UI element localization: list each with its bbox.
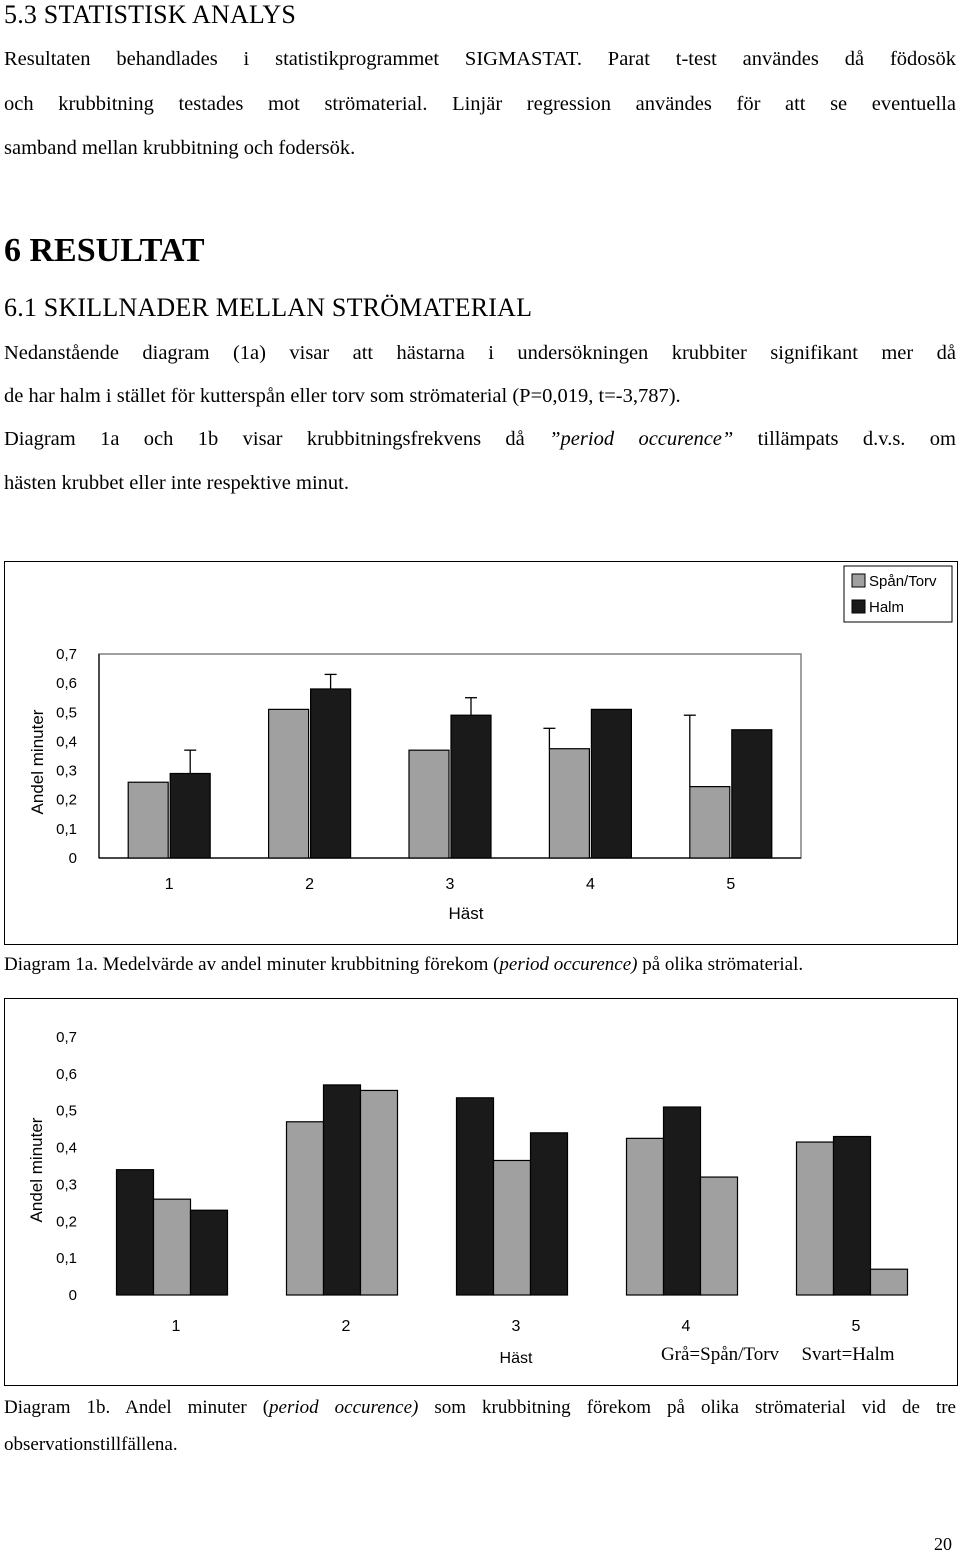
- paragraph-line: Resultaten behandlades i statistikprogrammet SIGMASTAT. Parat t-test användes då födosök: [4, 48, 956, 70]
- bar-halm: [732, 730, 772, 858]
- bar-halm: [170, 773, 210, 858]
- x-tick-label: 2: [341, 1318, 351, 1335]
- caption-diagram-1a: Diagram 1a. Medelvärde av andel minuter krubbitning förekom (period occurence) på olika strömaterial.: [4, 954, 804, 975]
- bar-span-torv: [690, 787, 730, 858]
- y-tick-label: 0,3: [56, 1176, 77, 1194]
- bar-span-torv: [128, 782, 168, 858]
- bar-span-torv: [269, 709, 309, 858]
- bar-black: [117, 1170, 154, 1295]
- x-tick-label: 5: [726, 876, 736, 893]
- y-tick-label: 0,4: [56, 733, 77, 751]
- y-tick-label: 0,4: [56, 1139, 77, 1157]
- legend-swatch: [852, 600, 865, 613]
- x-axis-label: Häst: [448, 904, 484, 923]
- y-tick-label: 0,2: [56, 1213, 77, 1231]
- y-tick-label: 0,2: [56, 791, 77, 809]
- bar-black: [664, 1107, 701, 1295]
- bar-black: [834, 1137, 871, 1295]
- x-tick-label: 4: [585, 876, 595, 893]
- y-tick-label: 0,1: [56, 1250, 77, 1268]
- chart-1a-frame: [4, 561, 958, 945]
- bar-gray: [361, 1090, 398, 1295]
- bar-halm: [591, 709, 631, 858]
- y-tick-label: 0,1: [56, 820, 77, 838]
- legend-label: Spån/Torv: [869, 573, 937, 590]
- section-heading-5-3: 5.3 STATISTISK ANALYS: [4, 0, 297, 29]
- bar-gray: [627, 1138, 664, 1295]
- legend-text-gray: Grå=Spån/Torv: [660, 1344, 780, 1365]
- y-tick-label: 0,7: [56, 1029, 77, 1046]
- x-tick-label: 2: [305, 876, 315, 893]
- bar-gray: [154, 1199, 191, 1295]
- y-tick-label: 0,3: [56, 762, 77, 780]
- bar-black: [324, 1085, 361, 1295]
- x-tick-label: 3: [445, 876, 455, 893]
- legend-text-black: Svart=Halm: [801, 1344, 895, 1365]
- bar-gray: [287, 1122, 324, 1295]
- y-tick-label: 0,6: [56, 1065, 77, 1083]
- caption-diagram-1b-line2: observationstillfällena.: [4, 1434, 178, 1455]
- bar-halm: [451, 715, 491, 858]
- y-tick-label: 0,7: [56, 646, 77, 663]
- legend-swatch: [852, 574, 865, 587]
- x-tick-label: 1: [164, 876, 174, 893]
- bar-black: [191, 1210, 228, 1295]
- x-axis-label: Häst: [499, 1350, 533, 1367]
- paragraph-line: och krubbitning testades mot strömaterial. Linjär regression användes för att se eventuella: [4, 93, 956, 115]
- bar-span-torv: [409, 750, 449, 858]
- bar-gray: [797, 1142, 834, 1295]
- y-tick-label: 0,5: [56, 1102, 77, 1120]
- legend-label: Halm: [869, 599, 905, 616]
- paragraph-line: hästen krubbet eller inte respektive minut.: [4, 472, 349, 494]
- page-number: 20: [934, 1534, 952, 1554]
- x-tick-label: 1: [171, 1318, 181, 1335]
- y-tick-label: 0,6: [56, 675, 77, 693]
- chart-1b: [5, 999, 957, 1385]
- bar-black: [531, 1133, 568, 1295]
- y-tick-label: 0: [68, 1287, 77, 1304]
- section-heading-6-1: 6.1 SKILLNADER MELLAN STRÖMATERIAL: [4, 293, 533, 322]
- x-tick-label: 3: [511, 1318, 521, 1335]
- y-tick-label: 0,5: [56, 704, 77, 722]
- chart-1b-frame: [4, 998, 958, 1386]
- bar-halm: [311, 689, 351, 858]
- section-heading-6: 6 RESULTAT: [4, 232, 205, 269]
- y-tick-label: 0: [68, 850, 77, 867]
- bar-gray: [701, 1177, 738, 1295]
- paragraph-line: Diagram 1a och 1b visar krubbitningsfrekvens då ”period occurence” tillämpats d.v.s. om: [4, 428, 956, 450]
- x-tick-label: 4: [681, 1318, 691, 1335]
- chart-1a: [5, 562, 957, 944]
- x-tick-label: 5: [851, 1318, 861, 1335]
- caption-diagram-1b: Diagram 1b. Andel minuter (period occurence) som krubbitning förekom på olika strömaterial vid de tre: [4, 1397, 956, 1418]
- paragraph-line: de har halm i stället för kutterspån eller torv som strömaterial (P=0,019, t=-3,787).: [4, 385, 681, 407]
- bar-gray: [494, 1160, 531, 1295]
- y-axis-label: Andel minuter: [27, 1117, 46, 1223]
- y-axis-label: Andel minuter: [28, 709, 47, 815]
- bar-span-torv: [549, 749, 589, 858]
- paragraph-line: Nedanstående diagram (1a) visar att hästarna i undersökningen krubbiter signifikant mer då: [4, 342, 956, 364]
- bar-gray: [871, 1269, 908, 1295]
- paragraph-line: samband mellan krubbitning och fodersök.: [4, 137, 356, 159]
- bar-black: [457, 1098, 494, 1295]
